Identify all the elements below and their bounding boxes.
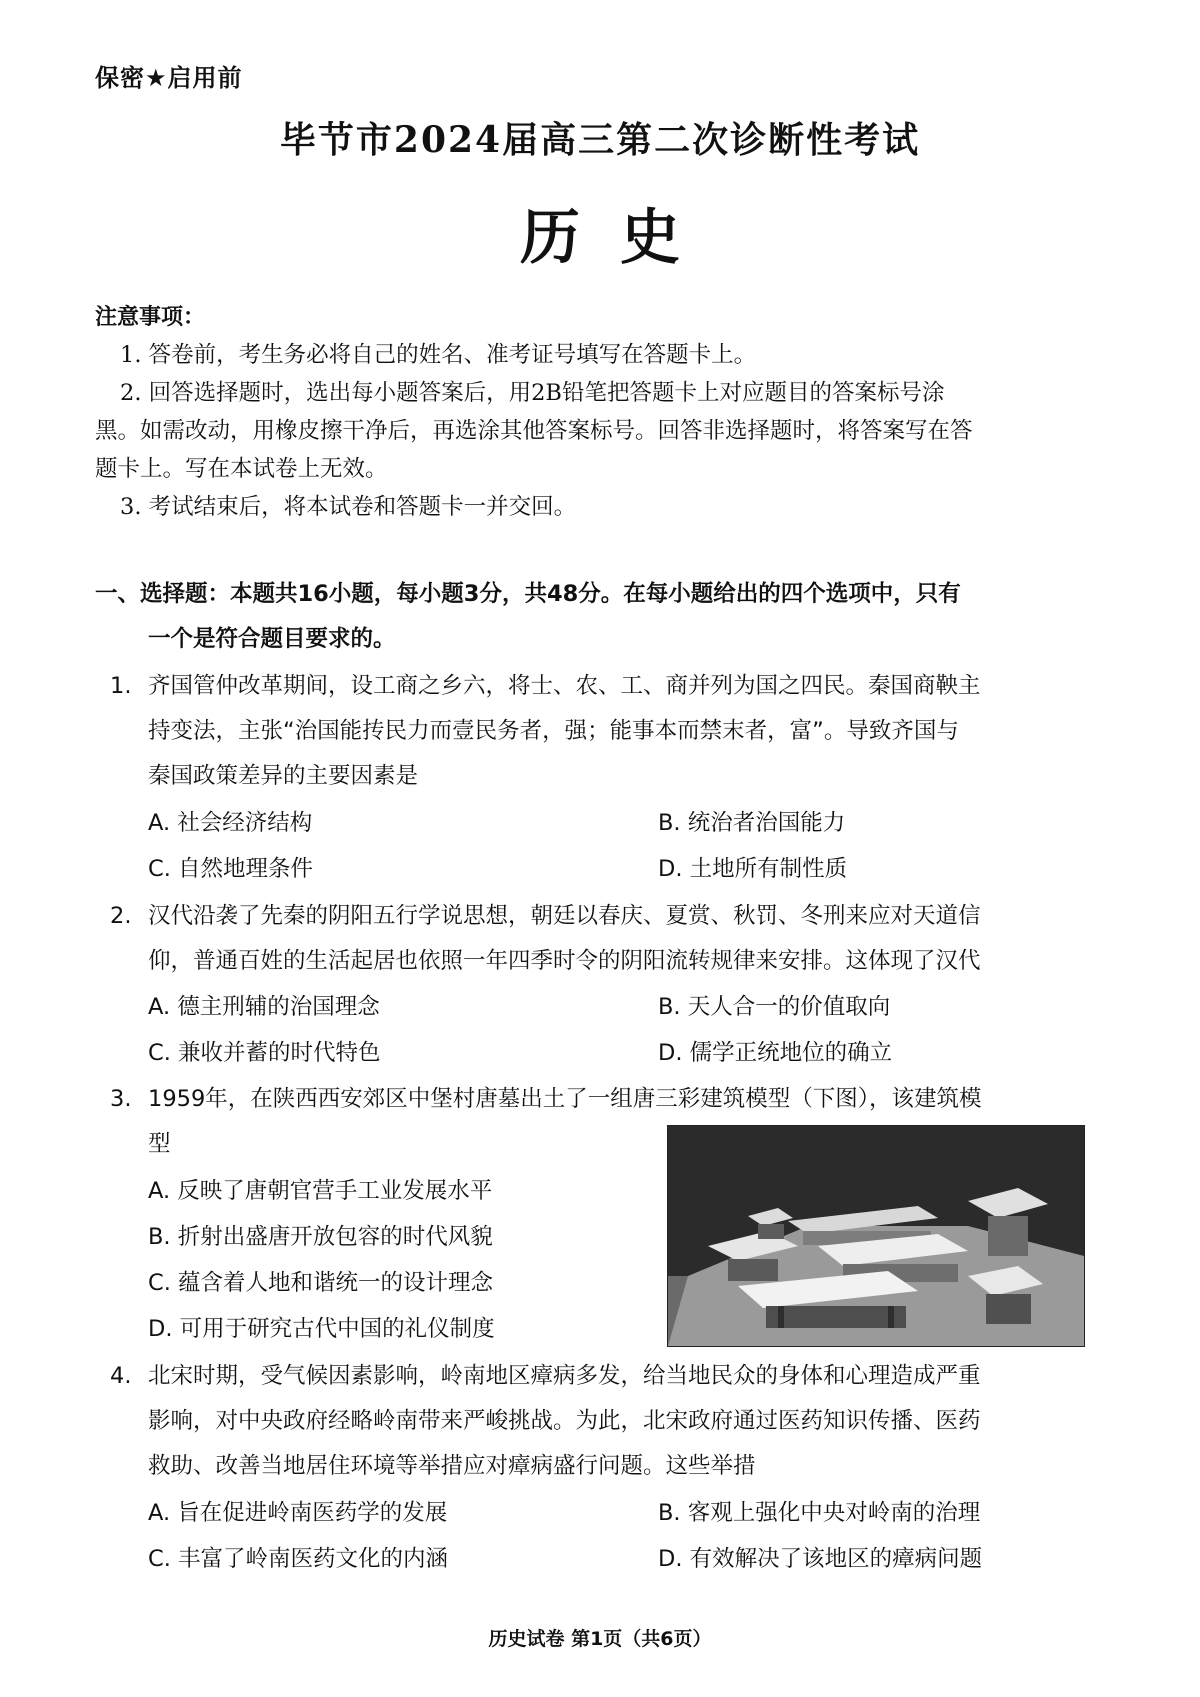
note-line: 1. 答卷前，考生务必将自己的姓名、准考证号填写在答题卡上。 [120, 342, 757, 368]
model-photo-illustration [668, 1126, 1084, 1346]
option-d: D. 土地所有制性质 [658, 856, 848, 882]
option-a: A. 社会经济结构 [148, 810, 313, 836]
option-c: C. 丰富了岭南医药文化的内涵 [148, 1546, 449, 1572]
question-text: 齐国管仲改革期间，设工商之乡六，将士、农、工、商并列为国之四民。秦国商鞅主 [148, 673, 981, 699]
question-number: 3. [110, 1086, 132, 1112]
section-heading-cont: 一个是符合题目要求的。 [148, 626, 396, 652]
option-a: A. 反映了唐朝官营手工业发展水平 [148, 1178, 493, 1204]
page-footer: 历史试卷 第1页（共6页） [488, 1628, 712, 1650]
exam-title: 毕节市2024届高三第二次诊断性考试 [279, 119, 921, 161]
option-d: D. 可用于研究古代中国的礼仪制度 [148, 1316, 495, 1342]
option-c: C. 兼收并蓄的时代特色 [148, 1040, 381, 1066]
question-text: 救助、改善当地居住环境等举措应对瘴病盛行问题。这些举措 [148, 1453, 756, 1479]
option-b: B. 天人合一的价值取向 [658, 994, 891, 1020]
question-text: 影响，对中央政府经略岭南带来严峻挑战。为此，北宋政府通过医药知识传播、医药 [148, 1408, 981, 1434]
option-a: A. 德主刑辅的治国理念 [148, 994, 380, 1020]
option-c: C. 自然地理条件 [148, 856, 314, 882]
option-d: D. 儒学正统地位的确立 [658, 1040, 893, 1066]
question-number: 4. [110, 1363, 132, 1389]
question-text: 秦国政策差异的主要因素是 [148, 763, 419, 789]
option-b: B. 客观上强化中央对岭南的治理 [658, 1500, 981, 1526]
subject-title: 历史 [520, 203, 720, 273]
question-text: 北宋时期，受气候因素影响，岭南地区瘴病多发，给当地民众的身体和心理造成严重 [148, 1363, 981, 1389]
option-a: A. 旨在促进岭南医药学的发展 [148, 1500, 448, 1526]
section-heading: 一、选择题：本题共16小题，每小题3分，共48分。在每小题给出的四个选项中，只有 [95, 581, 961, 607]
confidential-mark: 保密★启用前 [95, 64, 243, 92]
question-text: 型 [148, 1131, 171, 1157]
question-number: 2. [110, 903, 132, 929]
notes-heading: 注意事项： [95, 305, 206, 330]
tang-sancai-model-photo [667, 1125, 1085, 1347]
question-number: 1. [110, 673, 132, 699]
note-line: 题卡上。写在本试卷上无效。 [95, 456, 388, 482]
question-text: 汉代沿袭了先秦的阴阳五行学说思想，朝廷以春庆、夏赏、秋罚、冬刑来应对天道信 [148, 903, 981, 929]
note-line: 3. 考试结束后，将本试卷和答题卡一并交回。 [120, 494, 577, 520]
option-b: B. 统治者治国能力 [658, 810, 846, 836]
note-line: 2. 回答选择题时，选出每小题答案后，用2B铅笔把答题卡上对应题目的答案标号涂 [120, 380, 945, 406]
option-c: C. 蕴含着人地和谐统一的设计理念 [148, 1270, 494, 1296]
note-line: 黑。如需改动，用橡皮擦干净后，再选涂其他答案标号。回答非选择题时，将答案写在答 [95, 418, 973, 444]
question-text: 仰，普通百姓的生活起居也依照一年四季时令的阴阳流转规律来安排。这体现了汉代 [148, 948, 981, 974]
option-d: D. 有效解决了该地区的瘴病问题 [658, 1546, 983, 1572]
question-text: 持变法，主张“治国能抟民力而壹民务者，强；能事本而禁末者，富”。导致齐国与 [148, 718, 959, 744]
option-b: B. 折射出盛唐开放包容的时代风貌 [148, 1224, 493, 1250]
question-text: 1959年，在陕西西安郊区中堡村唐墓出土了一组唐三彩建筑模型（下图），该建筑模 [148, 1086, 982, 1112]
